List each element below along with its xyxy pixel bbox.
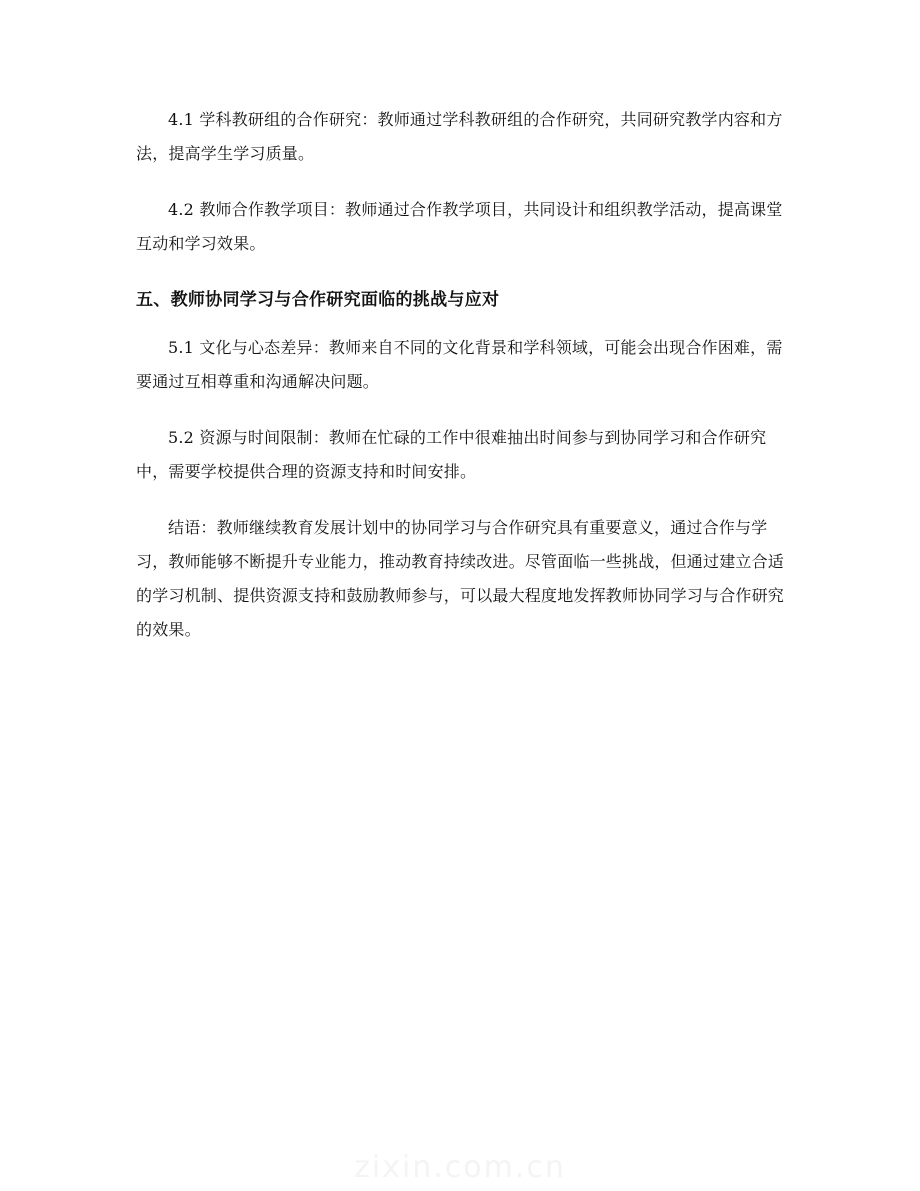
paragraph-5-2: 5.2 资源与时间限制：教师在忙碌的工作中很难抽出时间参与到协同学习和合作研究中，需要学校提供合理的资源支持和时间安排。 bbox=[136, 428, 767, 481]
section-5-heading: 五、教师协同学习与合作研究面临的挑战与应对 bbox=[136, 290, 500, 310]
paragraph-5-1: 5.1 文化与心态差异：教师来自不同的文化背景和学科领域，可能会出现合作困难，需要通过互相尊重和沟通解决问题。 bbox=[136, 338, 783, 391]
document-body bbox=[136, 103, 786, 669]
paragraph-4-1: 4.1 学科教研组的合作研究：教师通过学科教研组的合作研究，共同研究教学内容和方法，提高学生学习质量。 bbox=[136, 110, 783, 163]
paragraph-4-2: 4.2 教师合作教学项目：教师通过合作教学项目，共同设计和组织教学活动，提高课堂互动和学习效果。 bbox=[136, 200, 783, 253]
conclusion-paragraph: 结语：教师继续教育发展计划中的协同学习与合作研究具有重要意义，通过合作与学习，教师能够不断提升专业能力，推动教育持续改进。尽管面临一些挑战，但通过建立合适的学习机制、提供资源支持和鼓励教师参与，可以最大程度地发挥教师协同学习与合作研究的效果。 bbox=[136, 518, 785, 639]
watermark-text: zixin.com.cn bbox=[354, 1150, 566, 1185]
